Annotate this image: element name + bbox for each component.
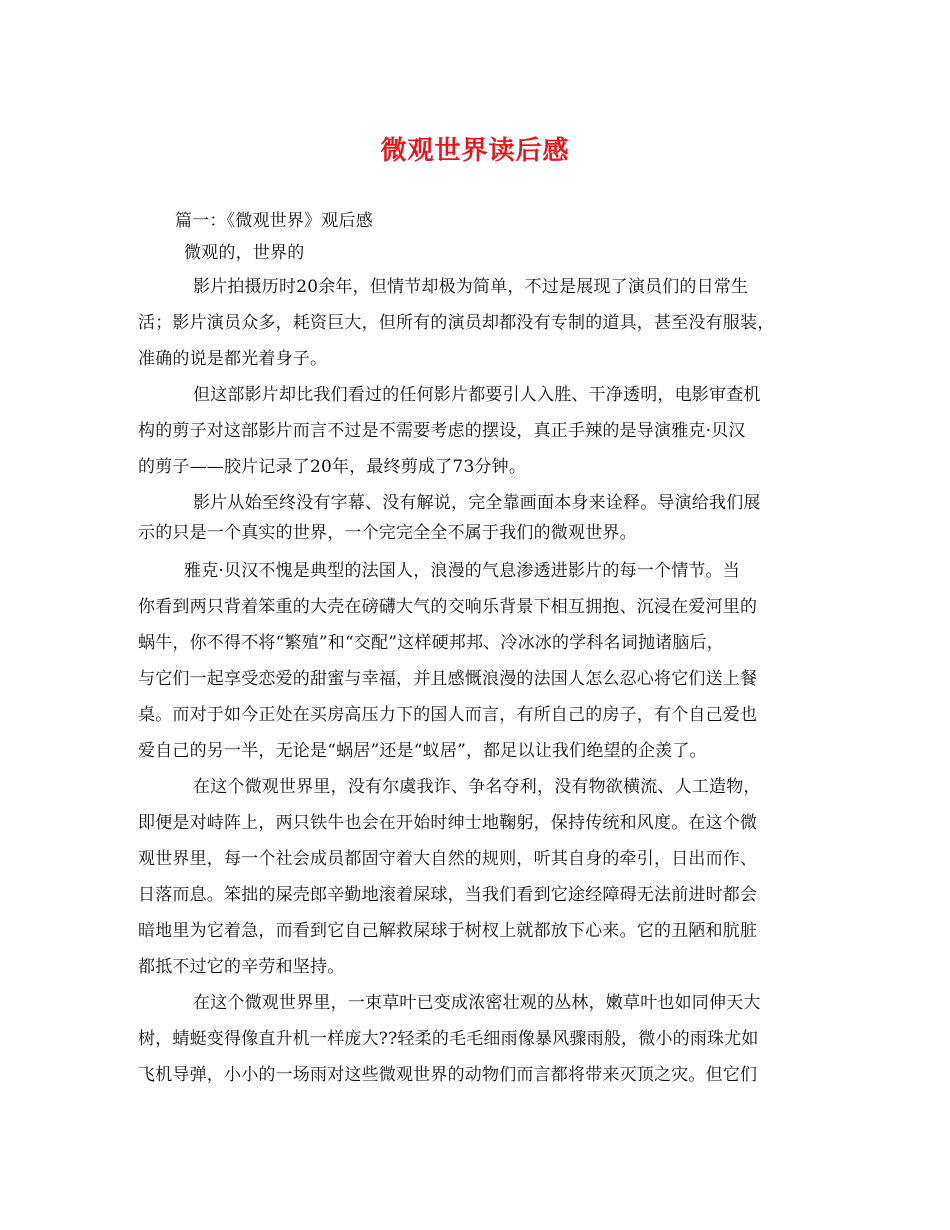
document-title: 微观世界读后感 bbox=[380, 136, 570, 166]
text-line: 的剪子——胶片记录了20年，最终剪成了73分钟。 bbox=[138, 457, 527, 477]
text-line: 桌。而对于如今正处在买房高压力下的国人而言，有所自己的房子，有个自己爱也 bbox=[138, 705, 758, 725]
text-line: 爱自己的另一半，无论是“蜗居”还是“蚁居”，都足以让我们绝望的企羡了。 bbox=[138, 741, 707, 761]
text-line: 活；影片演员众多，耗资巨大，但所有的演员却都没有专制的道具，甚至没有服装， bbox=[138, 313, 775, 333]
text-line: 示的只是一个真实的世界，一个完完全全不属于我们的微观世界。 bbox=[138, 523, 637, 543]
text-line: 在这个微观世界里，没有尔虞我诈、争名夺利，没有物欲横流、人工造物， bbox=[193, 777, 761, 797]
text-line: 在这个微观世界里，一束草叶已变成浓密壮观的丛林，嫩草叶也如同伸天大 bbox=[193, 993, 761, 1013]
text-line: 日落而息。笨拙的屎壳郎辛勤地滚着屎球，当我们看到它途经障碍无法前进时都会 bbox=[138, 885, 758, 905]
text-line: 都抵不过它的辛劳和坚持。 bbox=[138, 957, 345, 977]
text-line: 树，蜻蜓变得像直升机一样庞大??轻柔的毛毛细雨像暴风骤雨般，微小的雨珠尤如 bbox=[138, 1029, 759, 1049]
text-line: 影片从始至终没有字幕、没有解说，完全靠画面本身来诠释。导演给我们展 bbox=[193, 493, 761, 513]
text-line: 篇一：《微观世界》观后感 bbox=[175, 211, 373, 231]
text-line: 与它们一起享受恋爱的甜蜜与幸福，并且感慨浪漫的法国人怎么忍心将它们送上餐 bbox=[138, 669, 758, 689]
text-line: 暗地里为它着急，而看到它自己解救屎球于树杈上就都放下心来。它的丑陋和肮脏 bbox=[138, 921, 758, 941]
text-line: 观世界里，每一个社会成员都固守着大自然的规则，听其自身的牵引，日出而作、 bbox=[138, 849, 758, 869]
text-line: 飞机导弹，小小的一场雨对这些微观世界的动物们而言都将带来灭顶之灾。但它们 bbox=[138, 1065, 758, 1085]
text-line: 即便是对峙阵上，两只铁牛也会在开始时绅士地鞠躬，保持传统和风度。在这个微 bbox=[138, 813, 758, 833]
text-line: 构的剪子对这部影片而言不过是不需要考虑的摆设，真正手辣的是导演雅克·贝汉 bbox=[138, 421, 746, 441]
text-line: 但这部影片却比我们看过的任何影片都要引人入胜、干净透明，电影审查机 bbox=[193, 385, 761, 405]
text-line: 影片拍摄历时20余年，但情节却极为简单，不过是展现了演员们的日常生 bbox=[193, 277, 749, 297]
text-line: 雅克·贝汉不愧是典型的法国人，浪漫的气息渗透进影片的每一个情节。当 bbox=[184, 561, 741, 581]
text-line: 蜗牛，你不得不将“繁殖”和“交配”这样硬邦邦、冷冰冰的学科名词抛诸脑后， bbox=[138, 633, 724, 653]
text-line: 准确的说是都光着身子。 bbox=[138, 349, 328, 369]
text-line: 你看到两只背着笨重的大壳在磅礴大气的交响乐背景下相互拥抱、沉浸在爱河里的 bbox=[138, 597, 758, 617]
text-line: 微观的，世界的 bbox=[184, 243, 305, 263]
